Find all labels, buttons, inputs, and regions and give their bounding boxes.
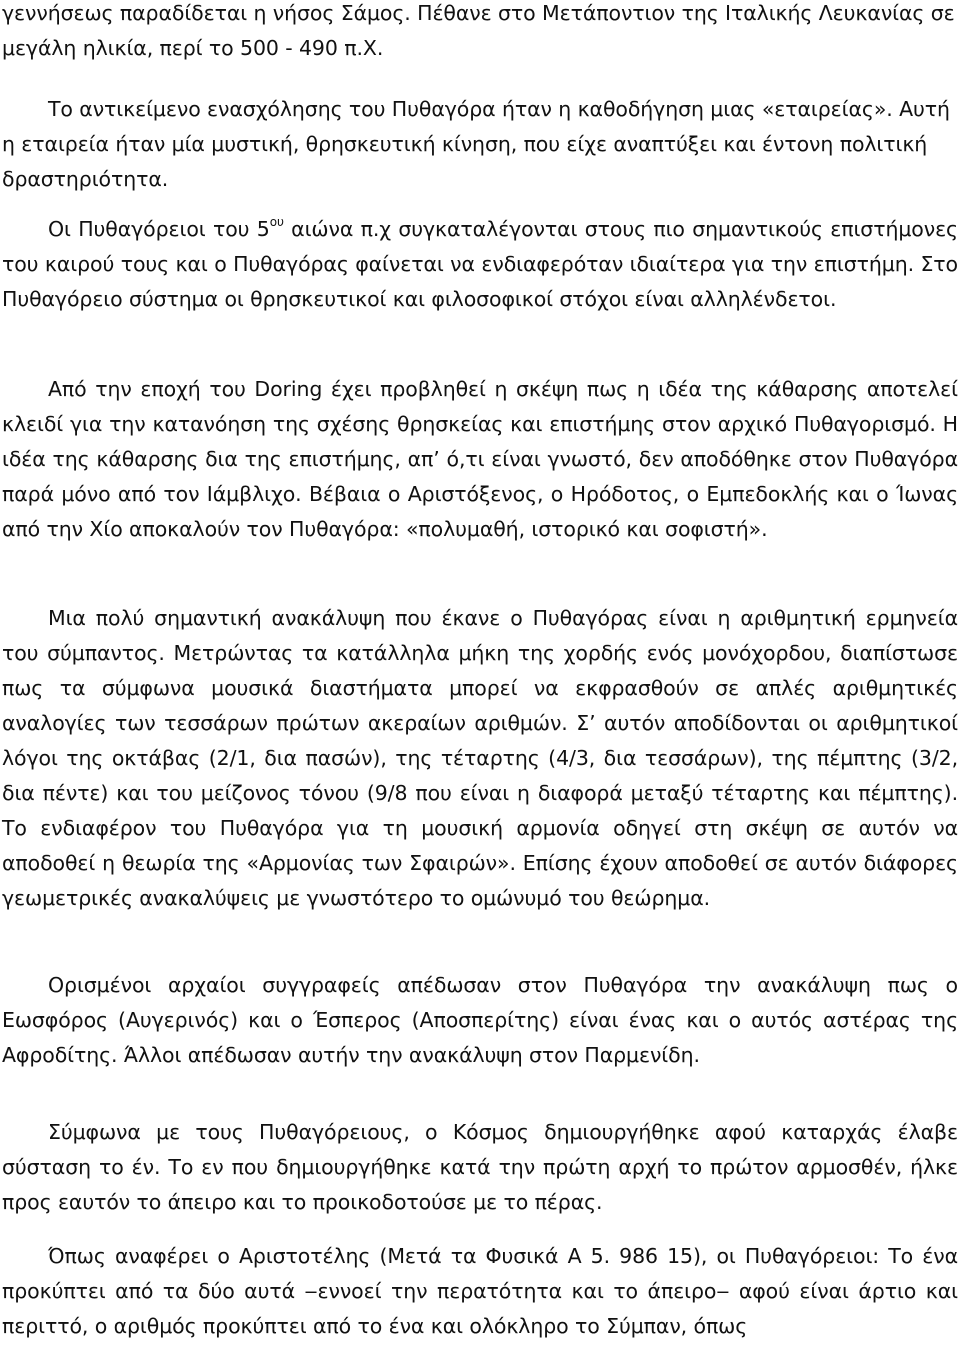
paragraph-pythagoreans-5th-century [2,212,958,317]
paragraph-society: Το αντικείμενο ενασχόλησης του Πυθαγόρα ήταν η καθοδήγηση μιας «εταιρείας». Αυτή η εταιρεία ήταν μία μυστική, θρησκευτική κίνηση, που είχε αναπτύξει και έντονη πολιτική δραστηριότητα. [2,97,950,191]
paragraph-text-before-superscript: Οι Πυθαγόρειοι του 5 [48,217,270,241]
paragraph-venus-discovery: Ορισμένοι αρχαίοι συγγραφείς απέδωσαν στον Πυθαγόρα την ανακάλυψη πως ο Εωσφόρος (Αυγερινός) και ο Έσπερος (Αποσπερίτης) είναι ένας και ο αυτός αστέρας της Αφροδίτης. Άλλοι απέδωσαν αυτήν την ανακάλυψη στον Παρμενίδη. [2,973,958,1067]
paragraph-arithmetic-universe: Μια πολύ σημαντική ανακάλυψη που έκανε ο Πυθαγόρας είναι η αριθμητική ερμηνεία του σύμπαντος. Μετρώντας τα κατάλληλα μήκη της χορδής ενός μονόχορδου, διαπίστωσε πως τα σύμφωνα μουσικά διαστήματα μπορεί να εκφρασθούν σε απλές αριθμητικές αναλογίες των τεσσάρων πρώτων ακεραίων αριθμών. Σ’ αυτόν αποδίδονται οι αριθμητικοί λόγοι της οκτάβας (2/1, δια πασών), της τέταρτης (4/3, δια τεσσάρων), της πέμπτης (3/2, δια πέντε) και του μείζονος τόνου (9/8 που είναι η διαφορά μεταξύ τέταρτης και πέμπτης). Το ενδιαφέρον του Πυθαγόρα για τη μουσική αρμονία οδηγεί στη σκέψη σε αυτόν να αποδοθεί η θεωρία της «Αρμονίας των Σφαιρών». Επίσης έχουν αποδοθεί σε αυτόν διάφορες γεωμετρικές ανακαλύψεις με γνωστότερο το ομώνυμό του θεώρημα. [2,606,958,910]
paragraph-catharsis: Από την εποχή του Doring έχει προβληθεί η σκέψη πως η ιδέα της κάθαρσης αποτελεί κλειδί για την κατανόηση της σχέσης θρησκείας και επιστήμης στον αρχικό Πυθαγορισμό. Η ιδέα της κάθαρσης δια της επιστήμης, απ’ ό,τι είναι γνωστό, δεν αποδόθηκε στον Πυθαγόρα παρά μόνο από τον Ιάμβλιχο. Βέβαια ο Αριστόξενος, ο Ηρόδοτος, ο Εμπεδοκλής και ο Ίωνας από την Χίο αποκαλούν τον Πυθαγόρα: «πολυμαθή, ιστορικό και σοφιστή». [2,377,958,541]
paragraph-text-after-superscript: αιώνα π.χ συγκαταλέγονται στους πιο σημαντικούς επιστήμονες του καιρού τους και ο Πυθαγόρας φαίνεται να ενδιαφερόταν ιδιαίτερα για την επιστήμη. Στο Πυθαγόρειο σύστημα οι θρησκευτικοί και φιλοσοφικοί στόχοι είναι αλληλένδετοι. [2,217,958,311]
paragraph-cosmos-creation: Σύμφωνα με τους Πυθαγόρειους, ο Κόσμος δημιουργήθηκε αφού καταρχάς έλαβε σύσταση το έν. Το εν που δημιουργήθηκε κατά την πρώτη αρχή το πρώτον αρμοσθέν, ήλκε προς εαυτόν το άπειρο και το προικοδοτούσε με το πέρας. [2,1120,958,1214]
paragraph-aristotle-quote: Όπως αναφέρει ο Αριστοτέλης (Μετά τα Φυσικά Α 5. 986 15), οι Πυθαγόρειοι: Το ένα προκύπτει από τα δύο αυτά ‒εννοεί την περατότητα και το άπειρο‒ αφού είναι άρτιο και περιττό, ο αριθμός προκύπτει από το ένα και ολόκληρο το Σύμπαν, όπως [2,1244,958,1338]
ordinal-superscript: ου [269,215,284,229]
paragraph-birthplace-death: γεννήσεως παραδίδεται η νήσος Σάμος. Πέθανε στο Μετάποντιον της Ιταλικής Λευκανίας σε μεγάλη ηλικία, περί το 500 - 490 π.Χ. [2,1,955,60]
